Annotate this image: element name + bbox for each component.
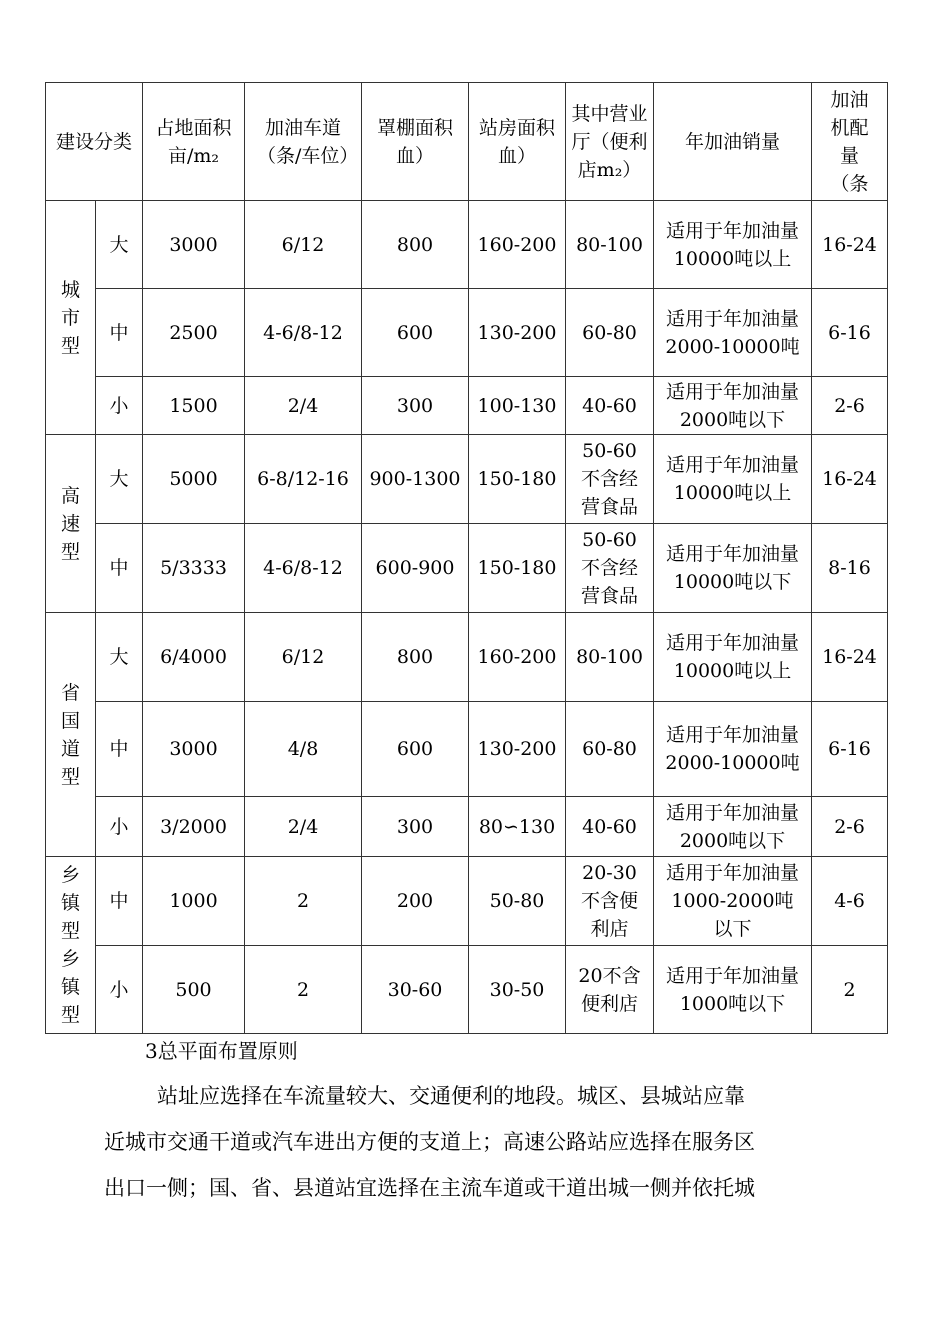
header-row <box>46 83 888 201</box>
cell-canopy: 900-1300 <box>362 435 469 524</box>
cell-canopy: 300 <box>362 797 469 857</box>
cell-building: 130-200 <box>469 702 566 797</box>
cell-shop-text: 20-30不含便利店 <box>580 862 638 940</box>
table-row <box>46 289 888 377</box>
cell-building: 80∽130 <box>469 797 566 857</box>
paragraph-line: 近城市交通干道或汽车进出方便的支道上；高速公路站应选择在服务区 <box>104 1130 755 1154</box>
cell-lanes: 2 <box>245 857 362 946</box>
cell-lanes: 4/8 <box>245 702 362 797</box>
group-label-highway <box>46 435 96 613</box>
cell-size: 小 <box>96 946 143 1034</box>
cell-canopy: 600 <box>362 289 469 377</box>
cell-shop: 60-80 <box>566 702 654 797</box>
cell-sales <box>654 613 812 702</box>
header-shop-text: 其中营业厅（便利店m₂） <box>571 102 648 181</box>
cell-shop: 40-60 <box>566 377 654 435</box>
cell-lanes: 6/12 <box>245 201 362 289</box>
header-canopy-text: 罩棚面积血） <box>376 116 453 167</box>
cell-shop: 40-60 <box>566 797 654 857</box>
cell-pumps: 2 <box>812 946 888 1034</box>
cell-canopy: 200 <box>362 857 469 946</box>
cell-building: 150-180 <box>469 435 566 524</box>
cell-sales <box>654 435 812 524</box>
cell-shop-text: 50-60不含经营食品 <box>580 440 638 518</box>
cell-sales-text: 适用于年加油量1000-2000吨以下 <box>665 862 799 940</box>
header-pumps-text: 加油机配量（条 <box>830 88 869 195</box>
header-lanes <box>245 83 362 201</box>
cell-pumps: 6-16 <box>812 289 888 377</box>
header-sales <box>654 83 812 201</box>
cell-lanes: 2/4 <box>245 797 362 857</box>
cell-building: 160-200 <box>469 613 566 702</box>
table-row <box>46 797 888 857</box>
cell-shop <box>566 524 654 613</box>
cell-size: 中 <box>96 857 143 946</box>
cell-sales-text: 适用于年加油量10000吨以下 <box>665 543 799 593</box>
cell-land: 6/4000 <box>143 613 245 702</box>
table-row <box>46 201 888 289</box>
cell-building: 160-200 <box>469 201 566 289</box>
cell-size: 大 <box>96 435 143 524</box>
cell-canopy: 300 <box>362 377 469 435</box>
cell-canopy: 600 <box>362 702 469 797</box>
group-label-city <box>46 201 96 435</box>
cell-shop <box>566 946 654 1034</box>
cell-shop-text: 50-60不含经营食品 <box>580 529 638 607</box>
group-label-text: 乡镇型乡镇型 <box>60 864 80 1026</box>
cell-building: 30-50 <box>469 946 566 1034</box>
cell-sales-text: 适用于年加油量2000-10000吨 <box>665 307 800 358</box>
table-row <box>46 524 888 613</box>
cell-pumps: 16-24 <box>812 613 888 702</box>
cell-pumps: 8-16 <box>812 524 888 613</box>
spec-table <box>45 82 888 1034</box>
cell-sales <box>654 289 812 377</box>
cell-sales <box>654 857 812 946</box>
paragraph-line: 站址应选择在车流量较大、交通便利的地段。城区、县城站应靠 <box>157 1084 745 1108</box>
group-label-provincial <box>46 613 96 857</box>
header-land <box>143 83 245 201</box>
table-row <box>46 857 888 946</box>
cell-lanes: 4-6/8-12 <box>245 289 362 377</box>
cell-pumps: 4-6 <box>812 857 888 946</box>
cell-shop <box>566 435 654 524</box>
cell-size: 中 <box>96 524 143 613</box>
cell-land: 5/3333 <box>143 524 245 613</box>
header-type-text: 建设分类 <box>55 130 132 153</box>
cell-size: 中 <box>96 702 143 797</box>
table-row <box>46 946 888 1034</box>
table-row <box>46 702 888 797</box>
cell-size: 小 <box>96 797 143 857</box>
header-shop <box>566 83 654 201</box>
cell-land: 2500 <box>143 289 245 377</box>
table-row <box>46 613 888 702</box>
group-label-text: 城市型 <box>60 278 80 357</box>
cell-sales <box>654 946 812 1034</box>
header-building-text: 站房面积血） <box>479 116 556 167</box>
header-sales-text: 年加油销量 <box>684 130 780 153</box>
paragraph-line: 出口一侧；国、省、县道站宜选择在主流车道或干道出城一侧并依托城 <box>104 1176 755 1200</box>
cell-size: 小 <box>96 377 143 435</box>
header-type <box>46 83 143 201</box>
table-row <box>46 377 888 435</box>
header-pumps <box>812 83 888 201</box>
cell-sales <box>654 201 812 289</box>
cell-pumps: 16-24 <box>812 435 888 524</box>
cell-shop: 60-80 <box>566 289 654 377</box>
cell-land: 5000 <box>143 435 245 524</box>
cell-pumps: 16-24 <box>812 201 888 289</box>
cell-sales <box>654 377 812 435</box>
cell-size: 大 <box>96 613 143 702</box>
cell-shop-text: 20不含便利店 <box>578 964 641 1015</box>
cell-sales <box>654 524 812 613</box>
cell-canopy: 30-60 <box>362 946 469 1034</box>
cell-building: 150-180 <box>469 524 566 613</box>
cell-shop: 80-100 <box>566 613 654 702</box>
cell-lanes: 6/12 <box>245 613 362 702</box>
cell-sales-text: 适用于年加油量10000吨以上 <box>665 632 799 682</box>
cell-pumps: 2-6 <box>812 377 888 435</box>
cell-building: 100-130 <box>469 377 566 435</box>
cell-lanes: 6-8/12-16 <box>245 435 362 524</box>
cell-land: 500 <box>143 946 245 1034</box>
cell-size: 中 <box>96 289 143 377</box>
cell-land: 3000 <box>143 201 245 289</box>
cell-building: 130-200 <box>469 289 566 377</box>
section-heading: 3总平面布置原则 <box>145 1039 298 1063</box>
cell-sales <box>654 702 812 797</box>
header-lanes-text: 加油车道（条/车位） <box>257 116 359 167</box>
cell-land: 1000 <box>143 857 245 946</box>
group-label-text: 高速型 <box>60 484 80 563</box>
cell-sales-text: 适用于年加油量10000吨以上 <box>665 454 799 504</box>
cell-shop <box>566 857 654 946</box>
header-land-text: 占地面积亩/m₂ <box>155 116 232 167</box>
cell-pumps: 2-6 <box>812 797 888 857</box>
cell-pumps: 6-16 <box>812 702 888 797</box>
group-label-text: 省国道型 <box>60 681 80 788</box>
header-canopy <box>362 83 469 201</box>
cell-building: 50-80 <box>469 857 566 946</box>
cell-canopy: 800 <box>362 201 469 289</box>
cell-sales-text: 适用于年加油量2000吨以下 <box>665 801 799 852</box>
cell-canopy: 800 <box>362 613 469 702</box>
cell-canopy: 600-900 <box>362 524 469 613</box>
cell-land: 3000 <box>143 702 245 797</box>
cell-sales-text: 适用于年加油量2000-10000吨 <box>665 724 800 774</box>
cell-land: 3/2000 <box>143 797 245 857</box>
cell-sales-text: 适用于年加油量10000吨以上 <box>665 219 799 270</box>
cell-sales-text: 适用于年加油量2000吨以下 <box>665 380 799 431</box>
cell-size: 大 <box>96 201 143 289</box>
cell-shop: 80-100 <box>566 201 654 289</box>
header-building <box>469 83 566 201</box>
cell-sales <box>654 797 812 857</box>
group-label-township <box>46 857 96 1034</box>
cell-lanes: 2 <box>245 946 362 1034</box>
cell-land: 1500 <box>143 377 245 435</box>
table-row <box>46 435 888 524</box>
cell-sales-text: 适用于年加油量1000吨以下 <box>665 964 799 1015</box>
cell-lanes: 4-6/8-12 <box>245 524 362 613</box>
cell-lanes: 2/4 <box>245 377 362 435</box>
